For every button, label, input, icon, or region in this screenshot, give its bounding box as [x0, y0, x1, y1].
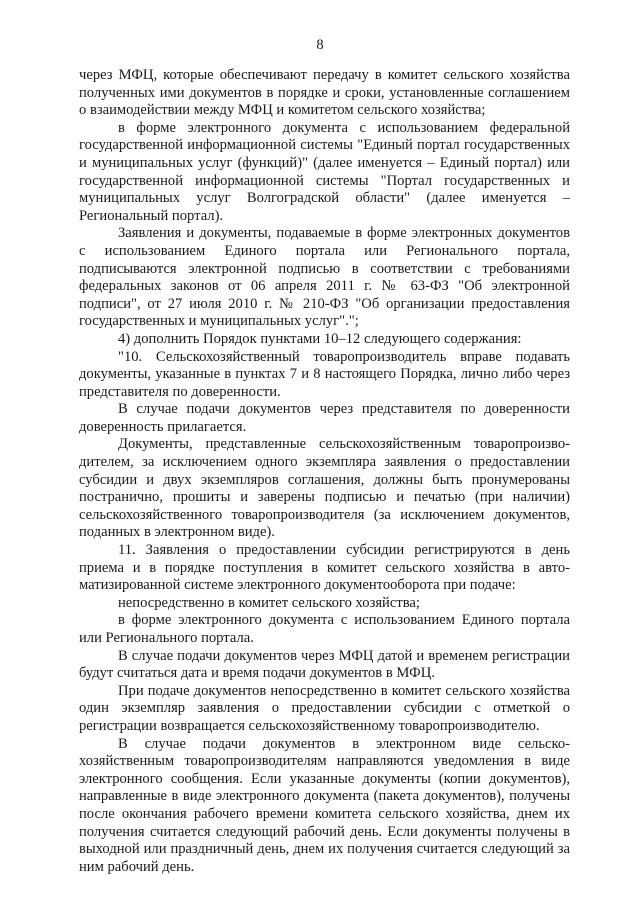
page-number: 8: [316, 37, 324, 53]
paragraph-electronic-form: в форме электронного документа с использованием федеральной государственной информационной системы "Единый портал государственных и муниципальных услуг (функций)" (далее именуется – Единый портал) или государственной информационной системы "Портал государственных и муниципальных услуг Волгоградской области" (далее именуется – Региональный портал).: [79, 119, 570, 224]
paragraph-clause-10: "10. Сельскохозяйственный товаропроизводитель вправе подавать документы, указанные в пунктах 7 и 8 настоящего Порядка, лично либо через представителя по доверенности.: [79, 348, 570, 400]
paragraph-documents-binding: Документы, представленные сельскохозяйственным товаропроизво-дителем, за исключением одного экземпляра заявления о предоставлении субсидии и двух экземпляров соглашения, должны быть пронумерованы постранично, прошиты и заверены подписью и печатью (при наличии) сельскохозяйственного товаропроизводителя (за исключением документов, поданных в электронном виде).: [79, 436, 570, 541]
paragraph-direct-submission: непосредственно в комитет сельского хозяйства;: [118, 594, 420, 611]
paragraph-power-of-attorney: В случае подачи документов через представителя по доверенности доверенность прилагается.: [79, 401, 570, 435]
paragraph-direct-return: При подаче документов непосредственно в комитет сельского хозяйства один экземпляр заявления о предоставлении субсидии с отметкой о регистрации возвращается сельскохозяйственному товаропроизводителю.: [79, 682, 570, 734]
paragraph-amendment-4: 4) дополнить Порядок пунктами 10–12 следующего содержания:: [118, 330, 522, 347]
document-body: [79, 67, 570, 876]
paragraph-electronic-portal: в форме электронного документа с использованием Единого портала или Регионального портала.: [79, 612, 570, 646]
paragraph-electronic-signature: Заявления и документы, подаваемые в форме электронных документов с использованием Единого портала или Регионального портала, подписываются электронной подписью в соответствии с требованиями федеральных законов от 06 апреля 2011 г. № 63-ФЗ "Об электронной подписи", от 27 июля 2010 г. № 210-ФЗ "Об организации предоставления государственных и муниципальных услуг".";: [79, 225, 570, 330]
paragraph-electronic-notification: В случае подачи документов в электронном виде сельско-хозяйственным товаропроизводителям направляются уведомления в виде электронного сообщения. Если указанные документы (копии документов), направленные в виде электронного документа (пакета документов), получены после окончания рабочего времени комитета сельского хозяйства, днем их получения считается следующий рабочий день. Если документы получены в выходной или праздничный день, днем их получения считается следующий за ним рабочий день.: [79, 735, 570, 875]
paragraph-mfc-transfer: через МФЦ, которые обеспечивают передачу в комитет сельского хозяйства полученных ими документов в порядке и сроки, установленные соглашением о взаимодействии между МФЦ и комитетом сельского хозяйства;: [79, 67, 570, 119]
paragraph-mfc-registration: В случае подачи документов через МФЦ датой и временем регистрации будут считаться дата и время подачи документов в МФЦ.: [79, 647, 570, 682]
paragraph-clause-11: 11. Заявления о предоставлении субсидии регистрируются в день приема и в порядке поступления в комитет сельского хозяйства в авто-матизированной системе электронного документооборота при подаче:: [79, 542, 570, 594]
